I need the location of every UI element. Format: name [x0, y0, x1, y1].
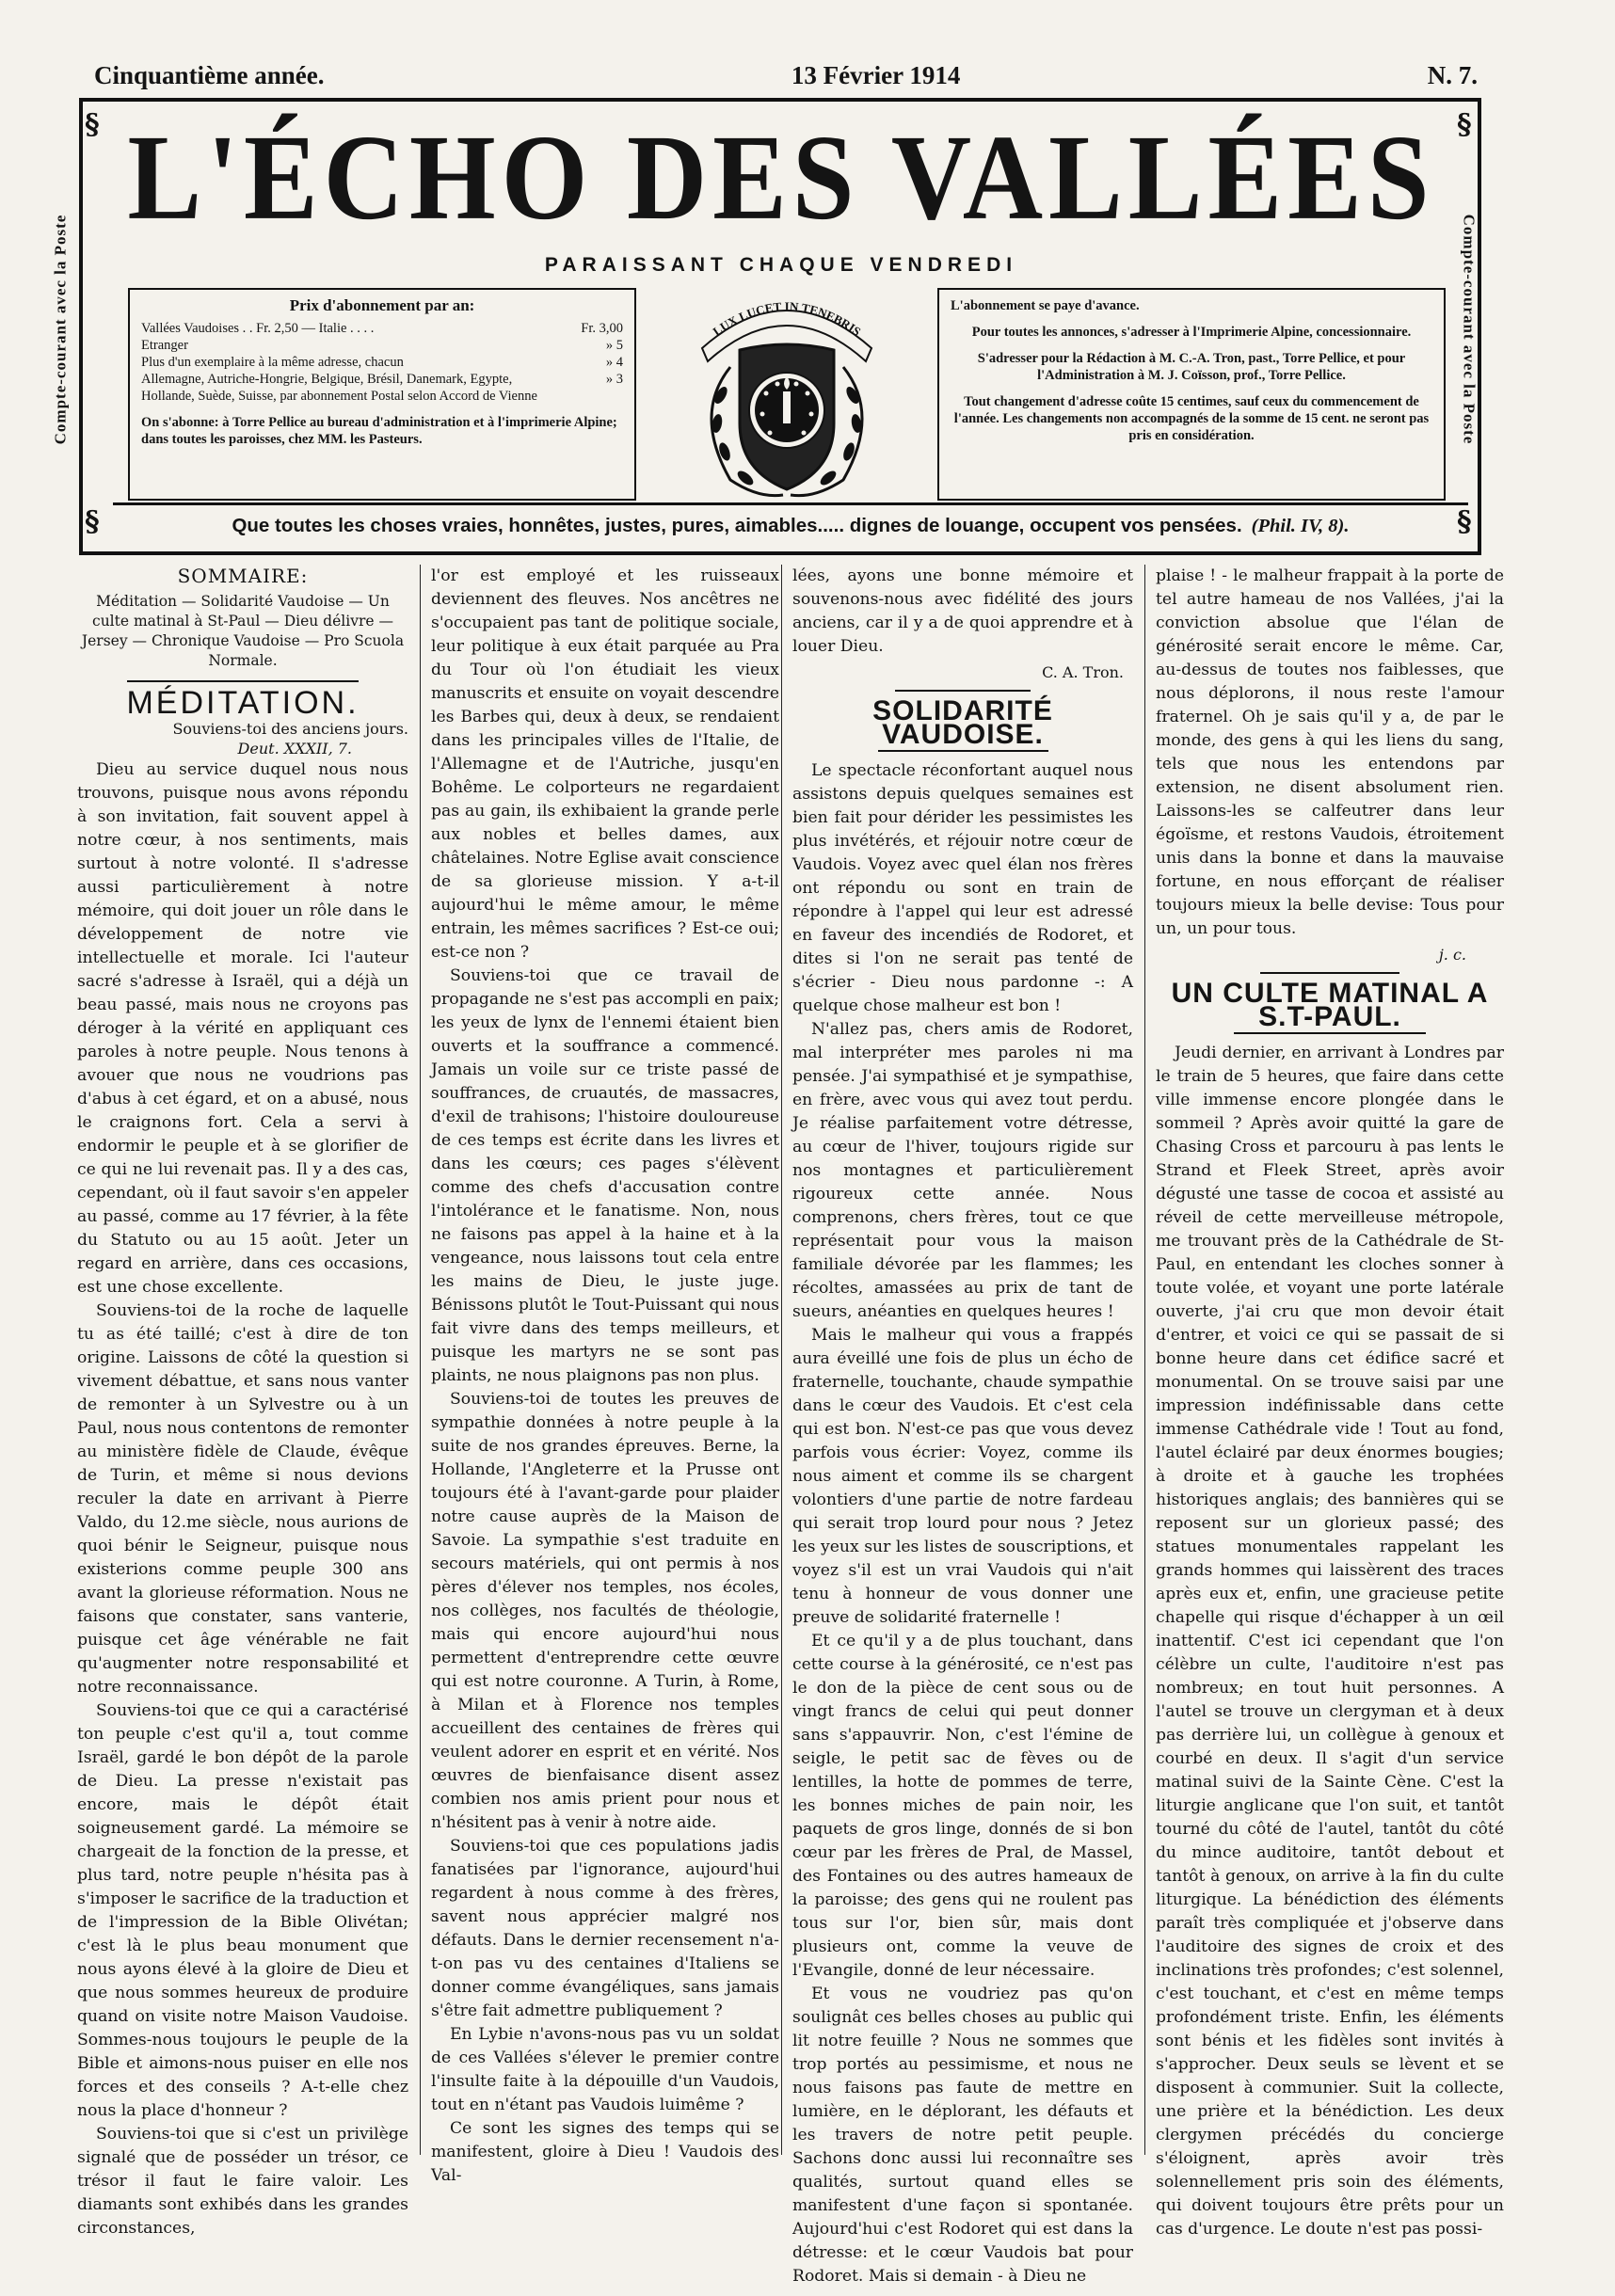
paragraph: Souviens-toi de toutes les preuves de sympathie données à notre peuple à la suite de nos grandes épreuves. Berne, la Hollande, l'Angleterre et la Prusse ont toujours été à l'avant-garde pour plaider notre cause auprès de la Maison de Savoie. La sympathie s'est traduite en secours matériels, qui ont permis à nos pères d'élever nos temples, nos écoles, nos collèges, nos facultés de théologie, mais qui encore aujourd'hui nous permettent d'entreprendre cette œuvre qui est notre couronne. A Turin, à Rome, à Milan et à Florence nos temples accueillent des centaines de frères qui veulent adorer en esprit et en vérité. Nos œuvres de bienfaisance disent assez combien nos amis prient pour nous et n'hésitent pas à venir à notre aide.	[431, 1390, 779, 1832]
notices-box	[937, 288, 1446, 501]
scroll-ornament-icon: §	[1457, 505, 1472, 538]
paragraph: N'allez pas, chers amis de Rodoret, mal interpréter mes paroles ni ma pensée. J'ai sympathisé et je sympathise, en frère, avec vous qui avez tout perdu. Je réalise parfaitement votre détresse, au cœur de l'hiver, toujours rigide sur nos montagnes et particulièrement rigoureux cette année. Nous comprenons, chers frères, tout ce que représentait pour vous la maison familiale dévorée par les flammes; les récoltes, amassées au prix de tant de sueurs, anéanties en quelques heures !	[792, 1020, 1133, 1321]
column-rule	[1144, 565, 1145, 2155]
price-row: Vallées Vaudoises . . Fr. 2,50 — Italie . . . . Fr. 3,00	[141, 321, 623, 336]
sommaire	[77, 565, 408, 671]
divider	[127, 680, 359, 682]
motto: Que toutes les choses vraies, honnêtes, justes, pures, aimables..... dignes de louange, occupent vos pensées.	[232, 515, 1242, 536]
side-text-left: Compte-courant avec la Poste	[51, 214, 70, 445]
paragraph: Le spectacle réconfortant auquel nous assistons depuis quelques semaines est bien fait pour dérider les pessimistes les plus invétérés, et réjouir notre cœur de Vaudois. Voyez avec quel élan nos frères ont répondu ou sont en train de répondre à l'appel qui leur est adressé en faveur des incendiés de Rodoret, et dites si l'on ne serait pas tenté de s'écrier - Dieu nous pardonne -: A quelque chose malheur est bon !	[792, 761, 1133, 1015]
column-4	[1156, 565, 1504, 2239]
subscription-note: On s'abonne: à Torre Pellice au bureau d'administration et à l'imprimerie Alpine; dans toutes les paroisses, chez MM. les Pasteurs.	[141, 415, 617, 447]
advance-notice: L'abonnement se paye d'avance.	[951, 298, 1140, 313]
paragraph: Souviens-toi que ce travail de propagande ne s'est pas accompli en paix; les yeux de lynx de l'ennemi étaient bien ouverts et la souffrance a commencé. Jamais un voile sur ce triste passé de souffrances, de cruautés, de massacres, d'exil de trahisons; l'histoire douloureuse de ces temps est écrite dans les livres et dans les cœurs; ces pages s'élèvent comme des chefs d'accusation contre l'intolérance et le fanatisme. Non, nous ne faisons pas appel à la haine et à la vengeance, nous laissons tout cela entre les mains de Dieu, le juste juge. Bénissons plutôt le Tout-Puissant qui nous fait vivre dans des temps meilleurs, et puisque les martyrs ne se sont pas plaints, ne nous plaignons pas non plus.	[431, 966, 779, 1385]
subscription-title: Prix d'abonnement par an:	[289, 296, 475, 314]
emblem-motto: LUX LUCET IN TENEBRIS	[710, 298, 864, 339]
paragraph: plaise ! - le malheur frappait à la porte de tel autre hameau de nos Vallées, j'ai la conviction absolue que l'élan de générosité serait encore le même. Car, au-dessus de toutes nos faiblesses, que nous déplorons, il nous reste l'amour fraternel. Oh je sais qu'il y a, de par le monde, des gens à qui les liens du sang, tels que nous les entendons par extension, ne disent absolument rien. Laissons-les se calfeutrer dans leur égoïsme, et restons Vaudois, étroitement unis dans la bonne et dans la mauvaise fortune, en nous efforçant de réaliser toujours mieux la belle devise: Tous pour un, un pour tous.	[1156, 566, 1504, 938]
paragraph: lées, ayons une bonne mémoire et souvenons-nous avec fidélité des jours anciens, car il y a de quoi apprendre et à louer Dieu.	[792, 566, 1133, 656]
address-change-notice: Tout changement d'adresse coûte 15 centimes, sauf ceux du commencement de l'année. Les changements non accompagnés de la somme de 15 cent. ne seront pas pris en considération.	[953, 394, 1430, 443]
solidarite-title: SOLIDARITÉ VAUDOISE.	[872, 695, 1053, 750]
side-text-right: Compte-courant avec la Poste	[1460, 214, 1479, 445]
paragraph: Mais le malheur qui vous a frappés aura éveillé une fois de plus un écho de fraternelle, touchante, chaude sympathie dans le cœur des Vaudois. Et c'est cela qui est bon. N'est-ce pas que vous devez parfois vous écrier: Voyez, comme ils nous aiment et comme ils se chargent volontiers d'une partie de notre fardeau qui serait trop lourd pour nous ? Jetez les yeux sur les listes de souscriptions, et voyez s'il est un vrai Vaudois qui n'ait tenu à honneur de vous donner une preuve de solidarité fraternelle !	[792, 1326, 1133, 1627]
year-label: Cinquantième année.	[94, 60, 325, 89]
price-row: Plus d'un exemplaire à la même adresse, chacun » 4	[141, 355, 623, 370]
paragraph: En Lybie n'avons-nous pas vu un soldat de ces Vallées s'élever le premier contre l'insulte faite à la dépouille d'un Vaudois, tout en n'étant pas Vaudois luimême ?	[431, 2025, 779, 2114]
epigraph: Souviens-toi des anciens jours. Deut. XXXII, 7.	[77, 719, 408, 758]
paragraph: Souviens-toi de la roche de laquelle tu as été taillé; c'est à dire de ton origine. Laissons de côté la question si vivement débattue, et sans nous vanter de remonter à un Sylvestre ou à un Paul, nous nous contentons de remonter au ministère fidèle de Claude, évêque de Turin, et même si nous devions reculer la date en arrivant à Pierre Valdo, du 12.me siècle, nous aurions de quoi bénir le Seigneur, puisque nous existerions comme peuple 300 ans avant la glorieuse réformation. Nous ne faisons que constater, sans vanterie, puisque cet âge vénérable ne fait qu'augmenter notre responsabilité et notre reconnaissance.	[77, 1301, 408, 1697]
sommaire-title: SOMMAIRE:	[177, 565, 309, 587]
divider	[1260, 972, 1399, 974]
divider	[895, 690, 1031, 692]
culte-title: UN CULTE MATINAL A S.T-PAUL.	[1171, 978, 1489, 1032]
motto-reference: (Phil. IV, 8).	[1251, 515, 1350, 536]
column-3	[792, 565, 1133, 2286]
ads-notice: Pour toutes les annonces, s'adresser à l'Imprimerie Alpine, concessionnaire.	[971, 325, 1412, 340]
scroll-ornament-icon: §	[85, 108, 100, 141]
paragraph: Jeudi dernier, en arrivant à Londres par le train de 5 heures, que faire dans cette ville immense encore plongée dans le sommeil ? Après avoir quitté la gare de Chasing Cross et parcouru à pas lents le Strand et Fleek Street, après avoir dégusté une tasse de cocoa et assisté au réveil de cette merveilleuse métropole, me trouvant près de la Cathédrale de St-Paul, en entendant les cloches sonner à toute volée, et voyant une porte latérale ouverte, j'ai cru que mon devoir était d'entrer, et voici ce qui se passait de si bonne heure dans cet édifice sacré et monumental. On se trouve saisi par une impression indéfinissable dans cette immense Cathédrale vide ! Tout au fond, l'autel éclairé par deux énormes bougies; à droite et à gauche les trophées historiques anglais; des bannières qui se reposent sur un glorieux passé; des statues monumentales rappelant les grands hommes qui laissèrent des traces après eux et, enfin, une gracieuse petite chapelle qui risque d'échapper à un œil inattentif. C'est ici cependant que l'on célèbre un culte, l'auditoire n'est pas nombreux; en tout huit personnes. A l'autel se trouve un clergyman et à deux pas derrière lui, un collègue à genoux et courbé en deux. Il s'agit d'un service matinal suivi de la Sainte Cène. C'est la liturgie anglicane que l'on suit, et tantôt tourné du côté de l'autel, tantôt du côté du mince auditoire, tantôt debout et tantôt à genoux, on arrive à la fin du culte liturgique. La bénédiction des éléments paraît très compliquée et j'observe dans l'auditoire des signes de croix et des inclinations très profondes; c'est solennel, c'est touchant, et c'est en même temps profondément triste. Enfin, les éléments sont bénis et les fidèles sont invités à s'approcher. Deux seuls se lèvent et se disposent à communier. Suit la collecte, une prière et la bénédiction. Les deux clergymen précédés du concierge s'éloignent, après avoir très solennellement pris soin des éléments, qui doivent toujours être prêts pour un cas d'urgence. Le doute n'est pas possi-	[1156, 1044, 1504, 2239]
column-rule	[781, 565, 782, 2155]
issue-number: N. 7.	[1427, 60, 1478, 89]
paragraph: Souviens-toi que ce qui a caractérisé ton peuple c'est qu'il a, tout comme Israël, gardé le bon dépôt de la parole de Dieu. La presse n'existait pas encore, mais le dépôt était soigneusement gardé. La mémoire se chargeait de la fonction de la presse, et plus tard, notre peuple n'hésita pas à s'imposer le sacrifice de la traduction et de l'impression de la Bible Olivétan; c'est là le plus beau monument que nous ayons élevé à la gloire de Dieu et que nous sommes heureux de produire quand on visite notre Maison Vaudoise. Sommes-nous toujours le peuple de la Bible et aimons-nous puiser en elle nos forces et des conseils ? A-t-elle chez nous la place d'honneur ?	[77, 1701, 408, 2120]
newspaper-subtitle: PARAISSANT CHAQUE VENDREDI	[544, 254, 1018, 276]
column-1	[77, 565, 408, 2238]
divider	[1234, 1032, 1426, 1034]
newspaper-title: L'ÉCHO DES VALLÉES	[127, 109, 1435, 246]
paragraph: Ce sont les signes des temps qui se manifestent, gloire à Dieu ! Vaudois des Val-	[431, 2119, 779, 2185]
paragraph: Souviens-toi que si c'est un privilège signalé que de posséder un trésor, ce trésor il faut le faire valoir. Les diamants sont exhibés dans les grandes circonstances,	[77, 2125, 408, 2238]
signature: C. A. Tron.	[1042, 663, 1124, 681]
column-2	[431, 565, 779, 2185]
meditation-title: MÉDITATION.	[126, 685, 360, 721]
signature: j. c.	[1438, 946, 1466, 964]
paragraph: Et vous ne voudriez pas qu'on soulignât ces belles choses au public qui lit notre feuille ? Nous ne sommes que trop portés au pessimisme, et nous ne nous faisons pas faute de mettre en lumière, en le déplorant, les défauts et les travers de notre petit peuple. Sachons donc aussi lui reconnaître ses qualités, surtout quand elles se manifestent d'une façon si spontanée. Aujourd'hui c'est Rodoret qui est dans la détresse: et le cœur Vaudois bat pour Rodoret. Mais si demain - à Dieu ne	[792, 1985, 1133, 2286]
price-row: Allemagne, Autriche-Hongrie, Belgique, Brésil, Danemark, Egypte, Hollande, Suède, Suisse, par abonnement Postal selon Accord de Vienne » 3	[141, 372, 623, 404]
paragraph: Souviens-toi que ces populations jadis fanatisées par l'ignorance, aujourd'hui regardent à nous comme à des frères, savent nous apprécier malgré nos défauts. Dans le dernier recensement n'a-t-on pas vu des centaines d'Italiens se donner comme évangéliques, sans jamais s'être fait admettre publiquement ?	[431, 1837, 779, 2020]
subscription-box	[128, 288, 636, 501]
sommaire-text: Méditation — Solidarité Vaudoise — Un culte matinal à St-Paul — Dieu délivre — Jersey — Chronique Vaudoise — Pro Scuola Normale.	[81, 593, 405, 669]
motto-bar	[113, 502, 1468, 547]
scroll-ornament-icon: §	[85, 505, 100, 538]
scroll-ornament-icon: §	[1457, 108, 1472, 141]
column-rule	[420, 565, 421, 2155]
epigraph-reference: Deut. XXXII, 7.	[237, 740, 352, 757]
coat-of-arms-icon	[664, 282, 909, 508]
paragraph: Dieu au service duquel nous nous trouvons, puisque nous avons répondu à son invitation, fait souvent appel à notre cœur, à nos sentiments, mais surtout à notre volonté. Il s'adresse aussi particulièrement à notre mémoire, qui doit jouer un rôle dans le développement de notre vie intellectuelle et morale. Ici l'auteur sacré s'adresse à Israël, qui a déjà un beau passé, mais nous ne croyons pas déroger à la vérité en appliquant ces paroles à notre peuple. Nous tenons à avouer que nous ne voudrions pas d'abus à cet égard, et on a abusé, nous le craignons fort. Cela a servi à endormir le peuple et à se glorifier de ce qui ne lui revenait pas. Il y a des cas, cependant, où il faut savoir s'en appeler au passé, comme au 17 février, à la fête du Statuto ou au 15 août. Jeter un regard en arrière, dans ces occasions, est une chose excellente.	[77, 760, 408, 1297]
issue-date: 13 Février 1914	[791, 60, 961, 89]
paragraph: l'or est employé et les ruisseaux deviennent des fleuves. Nos ancêtres ne s'occupaient pas tant de politique sociale, leur politique à eux était parquée au Pra du Tour où l'on étudiait les vieux manuscrits et ensuite on voyait descendre les Barbes qui, deux à deux, se rendaient dans les principales villes de l'Italie, de l'Allemagne et de l'Autriche, jusqu'en Bohême. Le colporteurs ne regardaient pas au gain, ils exhibaient la grande perle aux nobles et belles dames, aux châtelaines. Notre Eglise avait conscience de sa glorieuse mission. Y a-t-il aujourd'hui le même amour, le même entrain, les mêmes sacrifices ? Est-ce oui; est-ce non ?	[431, 566, 779, 962]
dateline	[94, 58, 1478, 92]
divider	[878, 750, 1048, 752]
redaction-notice: S'adresser pour la Rédaction à M. C.-A. Tron, past., Torre Pellice, et pour l'Administration à M. J. Coïsson, prof., Torre Pellice.	[977, 351, 1406, 383]
price-row: Etranger » 5	[141, 338, 623, 353]
paragraph: Et ce qu'il y a de plus touchant, dans cette course à la générosité, ce n'est pas le don de la pièce de cent sous ou de vingt francs de celui qui peut donner sans s'appauvrir. Non, c'est l'émine de seigle, le petit sac de fèves ou de lentilles, la hotte de pommes de terre, les bonnes miches de pain noir, les paquets de gros linge, donnés de si bon cœur par les frères de Pral, de Massel, des Fontaines ou des autres hameaux de la paroisse; des gens qui ne roulent pas tous sur l'or, bien sûr, mais dont plusieurs ont, comme la veuve de l'Evangile, donné de leur nécessaire.	[792, 1632, 1133, 1980]
